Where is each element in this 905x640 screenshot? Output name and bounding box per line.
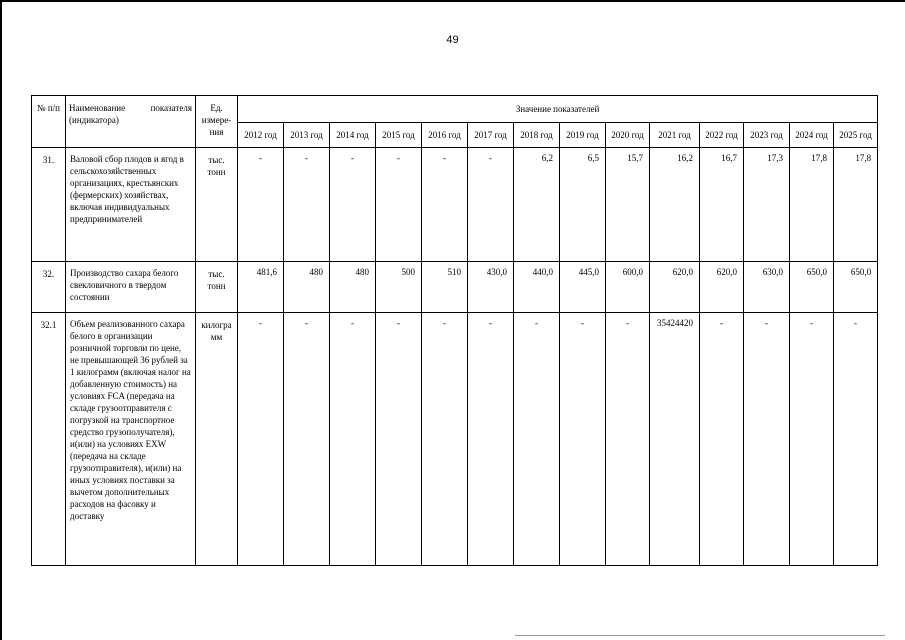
value-cell: - [284,148,330,262]
value-cell: - [330,313,376,566]
value-cell: 17,8 [834,148,878,262]
value-cell: - [422,148,468,262]
value-cell: 481,6 [238,262,284,313]
header-row-1 [32,96,878,123]
value-cell: - [468,313,514,566]
value-cell: - [376,313,422,566]
header-year-cell: 2015 год [376,123,422,148]
value-cell: - [560,313,606,566]
header-year-cell: 2021 год [650,123,700,148]
header-year-cell: 2012 год [238,123,284,148]
unit-of-measure: килогра мм [196,313,238,566]
value-cell: 440,0 [514,262,560,313]
header-year-cell: 2019 год [560,123,606,148]
table-row [32,262,878,313]
value-cell: - [284,313,330,566]
indicator-name: Производство сахара белого свекловичного в твердом состоянии [66,262,196,313]
value-cell: - [468,148,514,262]
page-number: 49 [446,34,459,46]
value-cell: 430,0 [468,262,514,313]
value-cell: 15,7 [606,148,650,262]
value-cell: 6,5 [560,148,606,262]
value-cell: - [790,313,834,566]
header-indicator-name: Наименование показателя (индикатора) [66,96,196,148]
value-cell: - [330,148,376,262]
value-cell: - [700,313,744,566]
value-cell: - [376,148,422,262]
row-number: 32. [32,262,66,313]
value-cell: 620,0 [650,262,700,313]
value-cell: 600,0 [606,262,650,313]
value-cell: 6,2 [514,148,560,262]
header-year-cell: 2022 год [700,123,744,148]
scan-artifact-line [515,635,885,636]
value-cell: 510 [422,262,468,313]
value-cell: 620,0 [700,262,744,313]
value-cell: 17,3 [744,148,790,262]
value-cell: 16,7 [700,148,744,262]
value-cell: - [238,313,284,566]
value-cell: 650,0 [834,262,878,313]
value-cell: 16,2 [650,148,700,262]
header-number: № п/п [32,96,66,148]
value-cell: - [606,313,650,566]
header-year-cell: 2024 год [790,123,834,148]
header-year-cell: 2018 год [514,123,560,148]
scan-border-left [0,0,2,640]
header-unit: Ед. измере-ния [196,96,238,148]
header-year-cell: 2023 год [744,123,790,148]
value-cell: - [744,313,790,566]
row-number: 32.1 [32,313,66,566]
value-cell: - [422,313,468,566]
header-year-cell: 2017 год [468,123,514,148]
value-cell: 630,0 [744,262,790,313]
header-year-cell: 2020 год [606,123,650,148]
indicator-name: Валовой сбор плодов и ягод в сельскохозяйственных организациях, крестьянских (фермерских) хозяйствах, включая индивидуальных предпринимателей [66,148,196,262]
header-year-cell: 2014 год [330,123,376,148]
value-cell: 650,0 [790,262,834,313]
row-number: 31. [32,148,66,262]
table-row [32,148,878,262]
value-cell: 445,0 [560,262,606,313]
unit-of-measure: тыс. тонн [196,262,238,313]
indicator-name: Объем реализованного сахара белого в организации розничной торговли по цене, не превышающей 36 рублей за 1 килограмм (включая налог на добавленную стоимость) на условиях FCA (передача на складе грузоотправителя с погрузкой на транспортное средство грузополучателя), и(или) на условиях EXW (передача на складе грузоотправителя), и(или) на иных условиях поставки за вычетом дополнительных расходов на фасовку и доставку [66,313,196,566]
value-cell: 17,8 [790,148,834,262]
header-year-cell: 2016 год [422,123,468,148]
value-cell: - [834,313,878,566]
value-cell: 35424420 [650,313,700,566]
header-year-cell: 2013 год [284,123,330,148]
unit-of-measure: тыс. тонн [196,148,238,262]
scan-border-top [0,0,905,2]
header-year-cell: 2025 год [834,123,878,148]
value-cell: - [514,313,560,566]
table-row [32,313,878,566]
indicators-table [31,95,878,566]
value-cell: 480 [284,262,330,313]
header-values-title: Значение показателей [238,96,878,123]
value-cell: 480 [330,262,376,313]
value-cell: - [238,148,284,262]
value-cell: 500 [376,262,422,313]
